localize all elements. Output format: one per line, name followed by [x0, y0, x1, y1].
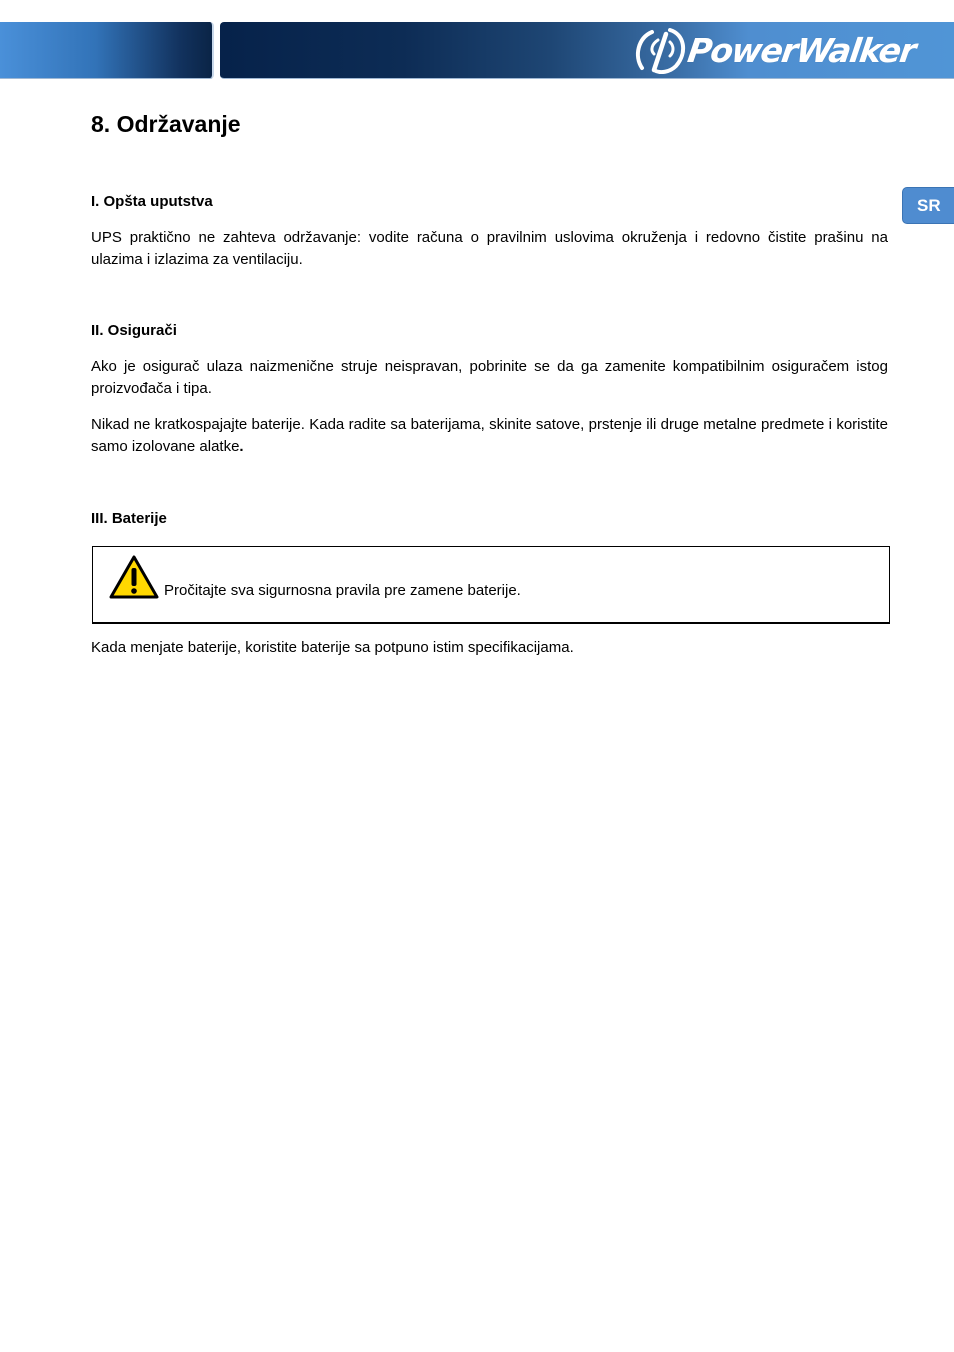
warning-box [92, 546, 890, 624]
paragraph-battery-safety: Nikad ne kratkospajajte baterije. Kada radite sa baterijama, skinite satove, prstenje ili druge metalne predmete i koristite samo izolovane alatke. [91, 416, 888, 455]
header-banner-left [0, 22, 214, 79]
paragraph-battery-safety-text: Nikad ne kratkospajajte baterije. Kada radite sa baterijama, skinite satove, prstenje ili druge metalne predmete i koristite samo izolovane alatke [91, 416, 888, 455]
page-title: 8. Održavanje [91, 111, 241, 137]
language-tab[interactable]: SR [902, 187, 954, 224]
warning-icon [109, 555, 159, 599]
section-heading-batteries: III. Baterije [91, 510, 167, 527]
powerwalker-logo [632, 25, 918, 75]
warning-text: Pročitajte sva sigurnosna pravila pre zamene baterije. [164, 582, 521, 599]
brand-name: PowerWalker [685, 30, 918, 70]
powerwalker-logo-icon [632, 26, 690, 74]
section-heading-general: I. Opšta uputstva [91, 193, 213, 210]
paragraph-general-instructions: UPS praktično ne zahteva održavanje: vodite računa o pravilnim uslovima okruženja i redovno čistite prašinu na ulazima i izlazima za ventilaciju. [91, 229, 888, 268]
paragraph-fuse-replacement: Ako je osigurač ulaza naizmenične struje neispravan, pobrinite se da ga zamenite kompatibilnim osiguračem istog proizvođača i tipa. [91, 358, 888, 397]
section-heading-fuses: II. Osigurači [91, 322, 177, 339]
paragraph-battery-replacement: Kada menjate baterije, koristite baterije sa potpuno istim specifikacijama. [91, 639, 574, 656]
